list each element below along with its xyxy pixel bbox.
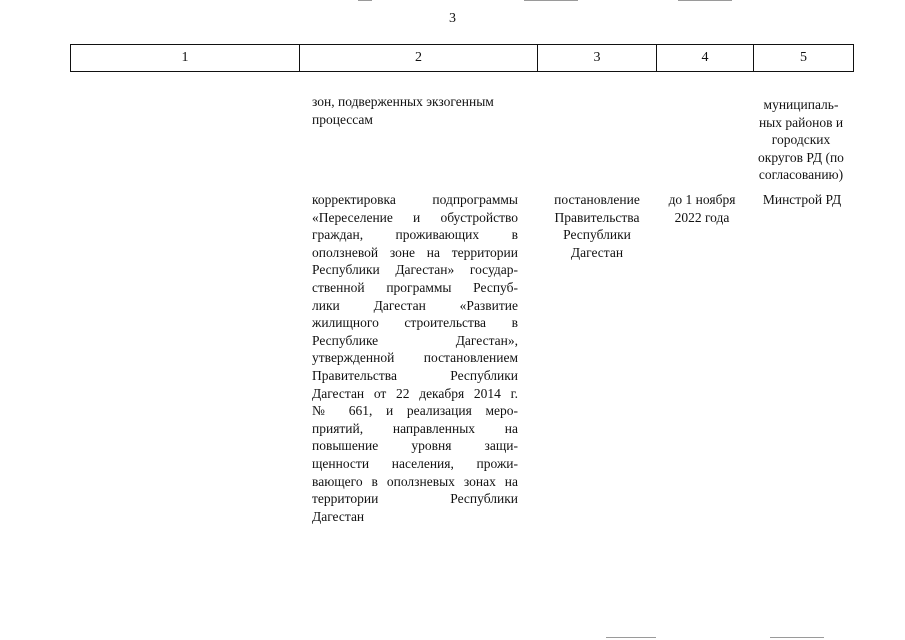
scan-artifact — [524, 0, 578, 1]
text-line: жилищного строительства в — [312, 315, 518, 331]
text-line: ных районов и — [758, 114, 844, 130]
text-line: Правительства Республики — [312, 367, 518, 383]
text-line: территории Республики — [312, 491, 518, 507]
text-line: до 1 ноября — [668, 192, 736, 207]
text-line: процессам — [312, 111, 373, 127]
row2-responsible-text — [752, 191, 852, 209]
text-line: Дагестан — [312, 508, 365, 524]
row1-responsible-text — [750, 96, 852, 184]
header-col-4: 4 — [657, 45, 754, 72]
header-col-3: 3 — [538, 45, 657, 72]
scan-artifact — [770, 637, 824, 638]
text-line: № 661, и реализация меро- — [312, 403, 518, 419]
header-row — [71, 45, 854, 72]
text-line: вающего в оползневых зонах на — [312, 473, 518, 489]
text-line: граждан, проживающих в — [312, 227, 518, 243]
text-line: Республики Дагестан» государ- — [312, 262, 518, 278]
text-line: утвержденной постановлением — [312, 350, 518, 366]
text-line: Дагестан — [570, 244, 624, 260]
column-number-header-table — [70, 44, 854, 72]
row2-document-type-text — [542, 191, 652, 261]
scan-artifact — [358, 0, 372, 1]
text-line: оползневой зоне на территории — [312, 244, 518, 260]
text-line: постановление — [554, 192, 640, 207]
row2-activity-text — [312, 191, 518, 525]
text-line: Дагестан от 22 декабря 2014 г. — [312, 385, 518, 401]
text-line: 2022 года — [674, 209, 730, 225]
header-col-1: 1 — [71, 45, 300, 72]
text-line: Минстрой РД — [762, 192, 842, 207]
text-line: приятий, направленных на — [312, 420, 518, 436]
text-line: Правительства — [554, 209, 640, 225]
text-line: повышение уровня защи- — [312, 438, 518, 454]
page-number: 3 — [449, 11, 456, 26]
text-line: городских — [771, 132, 831, 148]
text-line: согласованию) — [758, 167, 844, 183]
text-line: «Переселение и обустройство — [312, 209, 518, 225]
text-line: ственной программы Респуб- — [312, 279, 518, 295]
scan-artifact — [678, 0, 732, 1]
scan-artifact — [606, 637, 656, 638]
header-col-5: 5 — [754, 45, 854, 72]
row2-deadline-text — [656, 191, 748, 226]
text-line: лики Дагестан «Развитие — [312, 297, 518, 313]
text-line: щенности населения, прожи- — [312, 455, 518, 471]
text-line: округов РД (по — [758, 149, 844, 165]
text-line: муниципаль- — [763, 97, 839, 112]
text-line: корректировка подпрограммы — [312, 192, 518, 207]
text-line: Республике Дагестан», — [312, 332, 518, 348]
row1-activity-text — [312, 93, 518, 128]
header-col-2: 2 — [300, 45, 538, 72]
text-line: зон, подверженных экзогенным — [312, 94, 494, 109]
text-line: Республики — [563, 227, 631, 243]
